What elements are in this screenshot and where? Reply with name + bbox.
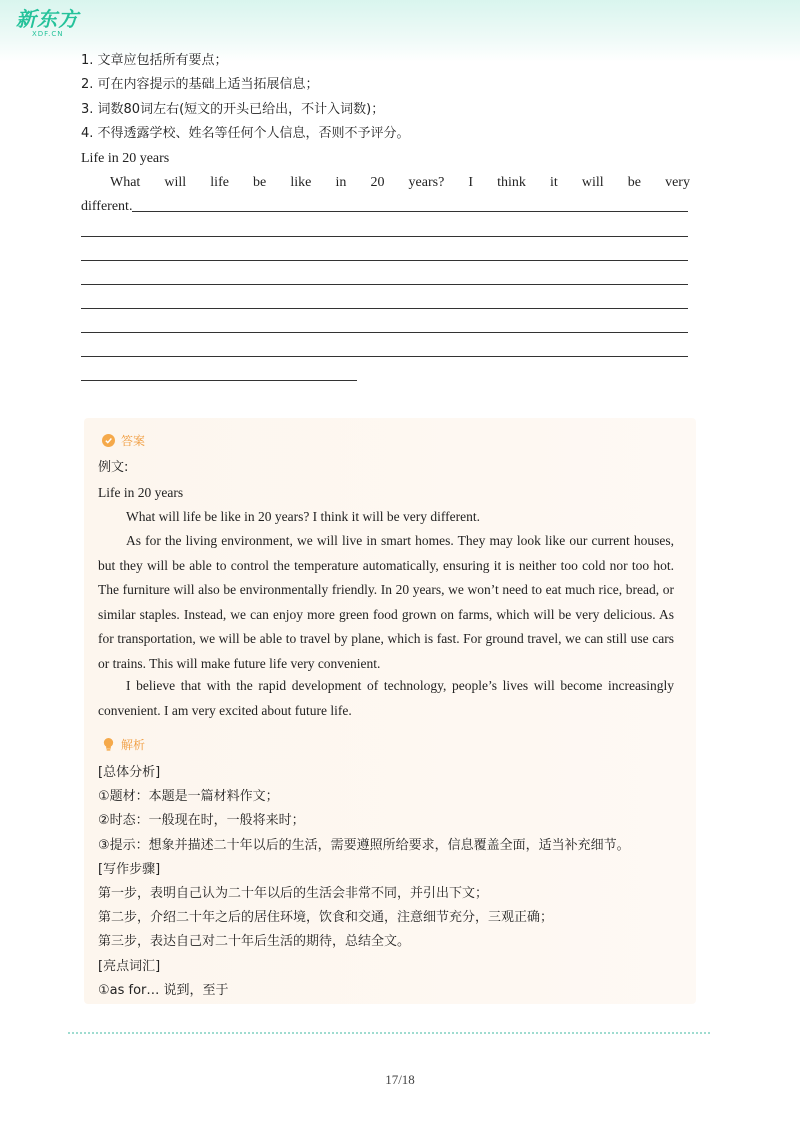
writing-line bbox=[132, 211, 688, 212]
analysis-line: ①as for… 说到，至于 bbox=[98, 983, 229, 998]
logo-subtext: XDF.CN bbox=[32, 30, 64, 38]
starter-word: think bbox=[497, 175, 526, 190]
writing-line bbox=[81, 356, 688, 357]
requirement-1: 1. 文章应包括所有要点； bbox=[81, 53, 228, 68]
logo-text: 新东方 bbox=[16, 7, 79, 31]
writing-line bbox=[81, 332, 688, 333]
answer-paragraph-2: As for the living environment, we will live in smart homes. They may look like our current houses, but they will be able to control the temperature automatically, ensuring it is neither too cold nor too hot. The furniture will also be environmentally friendly. In 20 years, we won’t need to eat much rice, bread, or similar staples. Instead, we can enjoy more green food grown on farms, which will be very delicious. As for transportation, we will be able to travel by plane, which is fast. For ground travel, we can still use cars or trains. This will make future life very convenient. bbox=[98, 533, 674, 671]
analysis-line: 第一步，表明自己认为二十年以后的生活会非常不同，并引出下文； bbox=[98, 886, 489, 901]
starter-word: 20 bbox=[370, 175, 385, 190]
starter-word: be bbox=[253, 175, 267, 190]
starter-word: life bbox=[210, 175, 229, 190]
footer-divider bbox=[68, 1032, 710, 1034]
analysis-line: ②时态：一般现在时，一般将来时； bbox=[98, 813, 305, 828]
analysis-heading bbox=[102, 736, 145, 753]
essay-starter bbox=[110, 173, 690, 193]
lightbulb-icon bbox=[102, 737, 115, 752]
analysis-line: [亮点词汇] bbox=[98, 959, 161, 974]
starter-word: will bbox=[581, 175, 604, 190]
starter-word: I bbox=[468, 175, 474, 190]
answer-paragraph-3: I believe that with the rapid development of technology, people’s lives will become increasingly convenient. I am very excited about future life. bbox=[98, 678, 674, 718]
starter-word: in bbox=[335, 175, 347, 190]
writing-line bbox=[81, 260, 688, 261]
page-number: 17/18 bbox=[385, 1072, 415, 1087]
requirement-2: 2. 可在内容提示的基础上适当拓展信息； bbox=[81, 77, 319, 92]
analysis-line: [写作步骤] bbox=[98, 862, 161, 877]
analysis-line: 第二步，介绍二十年之后的居住环境，饮食和交通，注意细节充分，三观正确； bbox=[98, 910, 554, 925]
check-circle-icon bbox=[102, 434, 115, 447]
answer-title: Life in 20 years bbox=[98, 485, 184, 500]
starter-word: What bbox=[110, 175, 141, 190]
requirement-3: 3. 词数80词左右(短文的开头已给出，不计入词数)； bbox=[81, 102, 385, 117]
requirement-4: 4. 不得透露学校、姓名等任何个人信息，否则不予评分。 bbox=[81, 126, 410, 141]
starter-word: years? bbox=[408, 175, 445, 190]
essay-title: Life in 20 years bbox=[81, 151, 170, 166]
analysis-line: ①题材：本题是一篇材料作文； bbox=[98, 789, 279, 804]
starter-word: it bbox=[550, 175, 558, 190]
starter-word: like bbox=[290, 175, 312, 190]
writing-line bbox=[81, 308, 688, 309]
answer-label: 例文: bbox=[98, 460, 129, 475]
answer-heading-label: 答案 bbox=[121, 434, 146, 448]
answer-paragraph-1: What will life be like in 20 years? I think it will be very different. bbox=[126, 509, 481, 524]
starter-word: very bbox=[665, 175, 690, 190]
analysis-line: ③提示：想象并描述二十年以后的生活，需要遵照所给要求，信息覆盖全面，适当补充细节。 bbox=[98, 838, 630, 853]
xdf-logo bbox=[16, 8, 96, 42]
analysis-line: [总体分析] bbox=[98, 765, 161, 780]
essay-starter-end: different. bbox=[81, 199, 133, 214]
writing-line bbox=[81, 380, 357, 381]
writing-line bbox=[81, 284, 688, 285]
analysis-heading-label: 解析 bbox=[121, 738, 146, 752]
analysis-line: 第三步，表达自己对二十年后生活的期待，总结全文。 bbox=[98, 934, 411, 949]
writing-line bbox=[81, 236, 688, 237]
starter-word: will bbox=[164, 175, 187, 190]
answer-heading bbox=[102, 432, 145, 449]
starter-word: be bbox=[627, 175, 641, 190]
